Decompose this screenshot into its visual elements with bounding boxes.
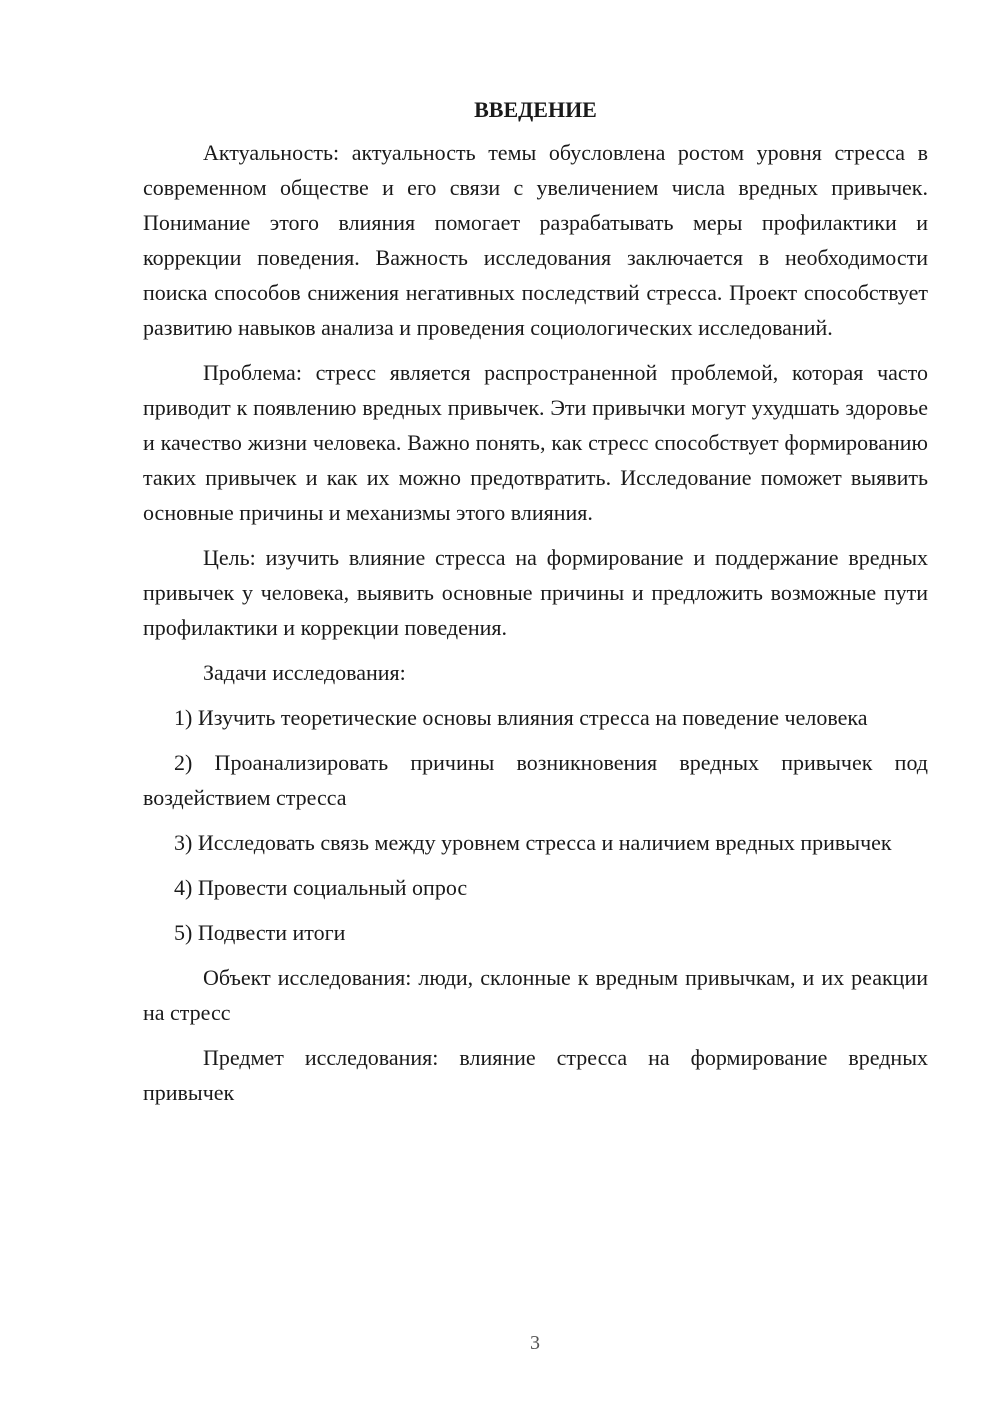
list-item-task-4: 4) Провести социальный опрос — [174, 875, 468, 900]
page-number: 3 — [530, 1332, 540, 1354]
list-item-task-3: 3) Исследовать связь между уровнем стресса и наличием вредных привычек — [174, 830, 892, 855]
list-item-task-2: 2) Проанализировать причины возникновения вредных привычек под воздействием стресса — [143, 750, 928, 810]
list-item-task-1: 1) Изучить теоретические основы влияния стресса на поведение человека — [174, 705, 868, 730]
paragraph-problem: Проблема: стресс является распространенной проблемой, которая часто приводит к появлению вредных привычек. Эти привычки могут ухудшать здоровье и качество жизни человека. Важно понять, как стресс способствует формированию таких привычек и как их можно предотвратить. Исследование поможет выявить основные причины и механизмы этого влияния. — [143, 360, 928, 525]
paragraph-subject: Предмет исследования: влияние стресса на формирование вредных привычек — [143, 1045, 928, 1105]
paragraph-tasks-heading: Задачи исследования: — [203, 660, 406, 685]
paragraph-object: Объект исследования: люди, склонные к вредным привычкам, и их реакции на стресс — [143, 965, 928, 1025]
paragraph-relevance: Актуальность: актуальность темы обусловлена ростом уровня стресса в современном обществе и его связи с увеличением числа вредных привычек. Понимание этого влияния помогает разрабатывать меры профилактики и коррекции поведения. Важность исследования заключается в необходимости поиска способов снижения негативных последствий стресса. Проект способствует развитию навыков анализа и проведения социологических исследований. — [143, 140, 928, 340]
page-title: ВВЕДЕНИЕ — [474, 97, 597, 122]
document-page — [143, 92, 928, 1120]
paragraph-goal: Цель: изучить влияние стресса на формирование и поддержание вредных привычек у человека, выявить основные причины и предложить возможные пути профилактики и коррекции поведения. — [143, 545, 928, 640]
list-item-task-5: 5) Подвести итоги — [174, 920, 346, 945]
